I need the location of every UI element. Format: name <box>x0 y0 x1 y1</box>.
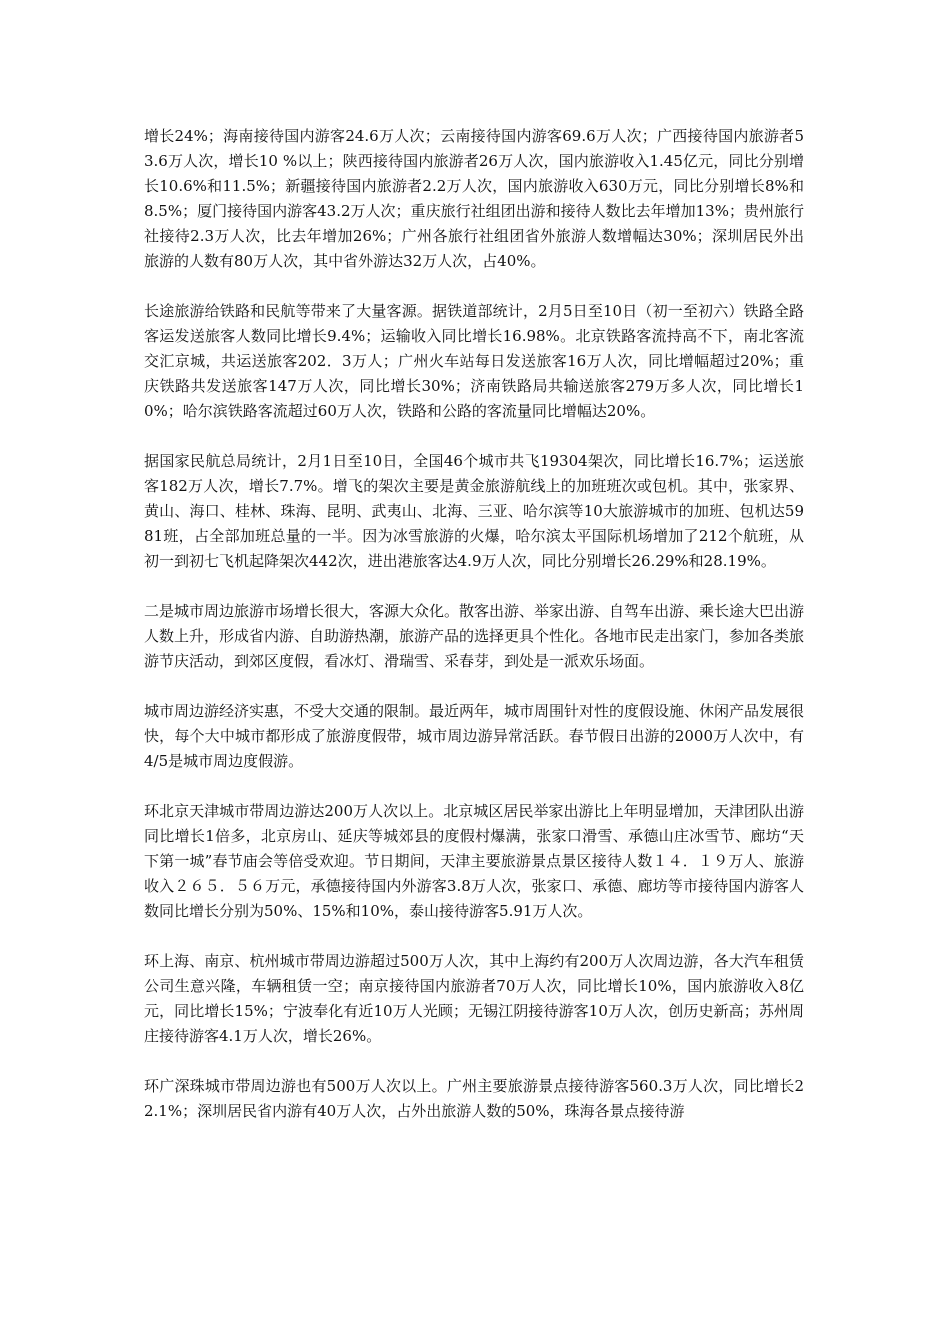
paragraph-beijing-tianjin: 环北京天津城市带周边游达200万人次以上。北京城区居民举家出游比上年明显增加，天津团队出游同比增长1倍多，北京房山、延庆等城郊县的度假村爆满，张家口滑雪、承德山庄冰雪节、廊坊“天下第一城”春节庙会等倍受欢迎。节日期间，天津主要旅游景点景区接待人数１４．１９万人、旅游收入２６５．５６万元，承德接待国内外游客3.8万人次，张家口、承德、廊坊等市接待国内游客人数同比增长分别为50%、15%和10%，泰山接待游客5.91万人次。 <box>144 802 804 920</box>
paragraph-railway-aviation: 长途旅游给铁路和民航等带来了大量客源。据铁道部统计，2月5日至10日（初一至初六）铁路全路客运发送旅客人数同比增长9.4%；运输收入同比增长16.98%。北京铁路客流持高不下，南北客流交汇京城，共运送旅客202．3万人；广州火车站每日发送旅客16万人次，同比增幅超过20%；重庆铁路共发送旅客147万人次，同比增长30%；济南铁路局共输送旅客279万多人次，同比增长10%；哈尔滨铁路客流超过60万人次，铁路和公路的客流量同比增幅达20%。 <box>144 302 804 420</box>
paragraph-city-surrounding-tourism: 二是城市周边旅游市场增长很大，客源大众化。散客出游、举家出游、自驾车出游、乘长途大巴出游人数上升，形成省内游、自助游热潮，旅游产品的选择更具个性化。各地市民走出家门，参加各类旅游节庆活动，到郊区度假，看冰灯、滑瑞雪、采春芽，到处是一派欢乐场面。 <box>144 602 805 670</box>
paragraph-provincial-statistics: 增长24%；海南接待国内游客24.6万人次；云南接待国内游客69.6万人次；广西接待国内旅游者53.6万人次，增长10 %以上；陕西接待国内旅游者26万人次，国内旅游收入1.45亿元，同比分别增长10.6%和11.5%；新疆接待国内旅游者2.2万人次，国内旅游收入630万元，同比分别增长8%和8.5%；厦门接待国内游客43.2万人次；重庆旅行社组团出游和接待人数比去年增加13%；贵州旅行社接待2.3万人次，比去年增加26%；广州各旅行社组团省外旅游人数增幅达30%；深圳居民外出旅游的人数有80万人次，其中省外游达32万人次，占40%。 <box>144 127 804 270</box>
paragraph-surrounding-economy: 城市周边游经济实惠，不受大交通的限制。最近两年，城市周围针对性的度假设施、休闲产品发展很快，每个大中城市都形成了旅游度假带，城市周边游异常活跃。春节假日出游的2000万人次中，有4/5是城市周边度假游。 <box>144 702 805 770</box>
paragraph-shanghai-nanjing-hangzhou: 环上海、南京、杭州城市带周边游超过500万人次，其中上海约有200万人次周边游，各大汽车租赁公司生意兴隆，车辆租赁一空；南京接待国内旅游者70万人次，同比增长10%，国内旅游收入8亿元，同比增长15%；宁波奉化有近10万人光顾；无锡江阴接待游客10万人次，创历史新高；苏州周庄接待游客4.1万人次，增长26%。 <box>144 952 804 1045</box>
paragraph-guangzhou-shenzhen-zhuhai: 环广深珠城市带周边游也有500万人次以上。广州主要旅游景点接待游客560.3万人次，同比增长22.1%；深圳居民省内游有40万人次，占外出旅游人数的50%，珠海各景点接待游 <box>144 1077 804 1120</box>
document-body <box>144 124 804 1149</box>
paragraph-civil-aviation: 据国家民航总局统计，2月1日至10日，全国46个城市共飞19304架次，同比增长16.7%；运送旅客182万人次，增长7.7%。增飞的架次主要是黄金旅游航线上的加班班次或包机。其中，张家界、黄山、海口、桂林、珠海、昆明、武夷山、北海、三亚、哈尔滨等10大旅游城市的加班、包机达5981班，占全部加班总量的一半。因为冰雪旅游的火爆，哈尔滨太平国际机场增加了212个航班，从初一到初七飞机起降架次442次，进出港旅客达4.9万人次，同比分别增长26.29%和28.19%。 <box>144 452 804 570</box>
